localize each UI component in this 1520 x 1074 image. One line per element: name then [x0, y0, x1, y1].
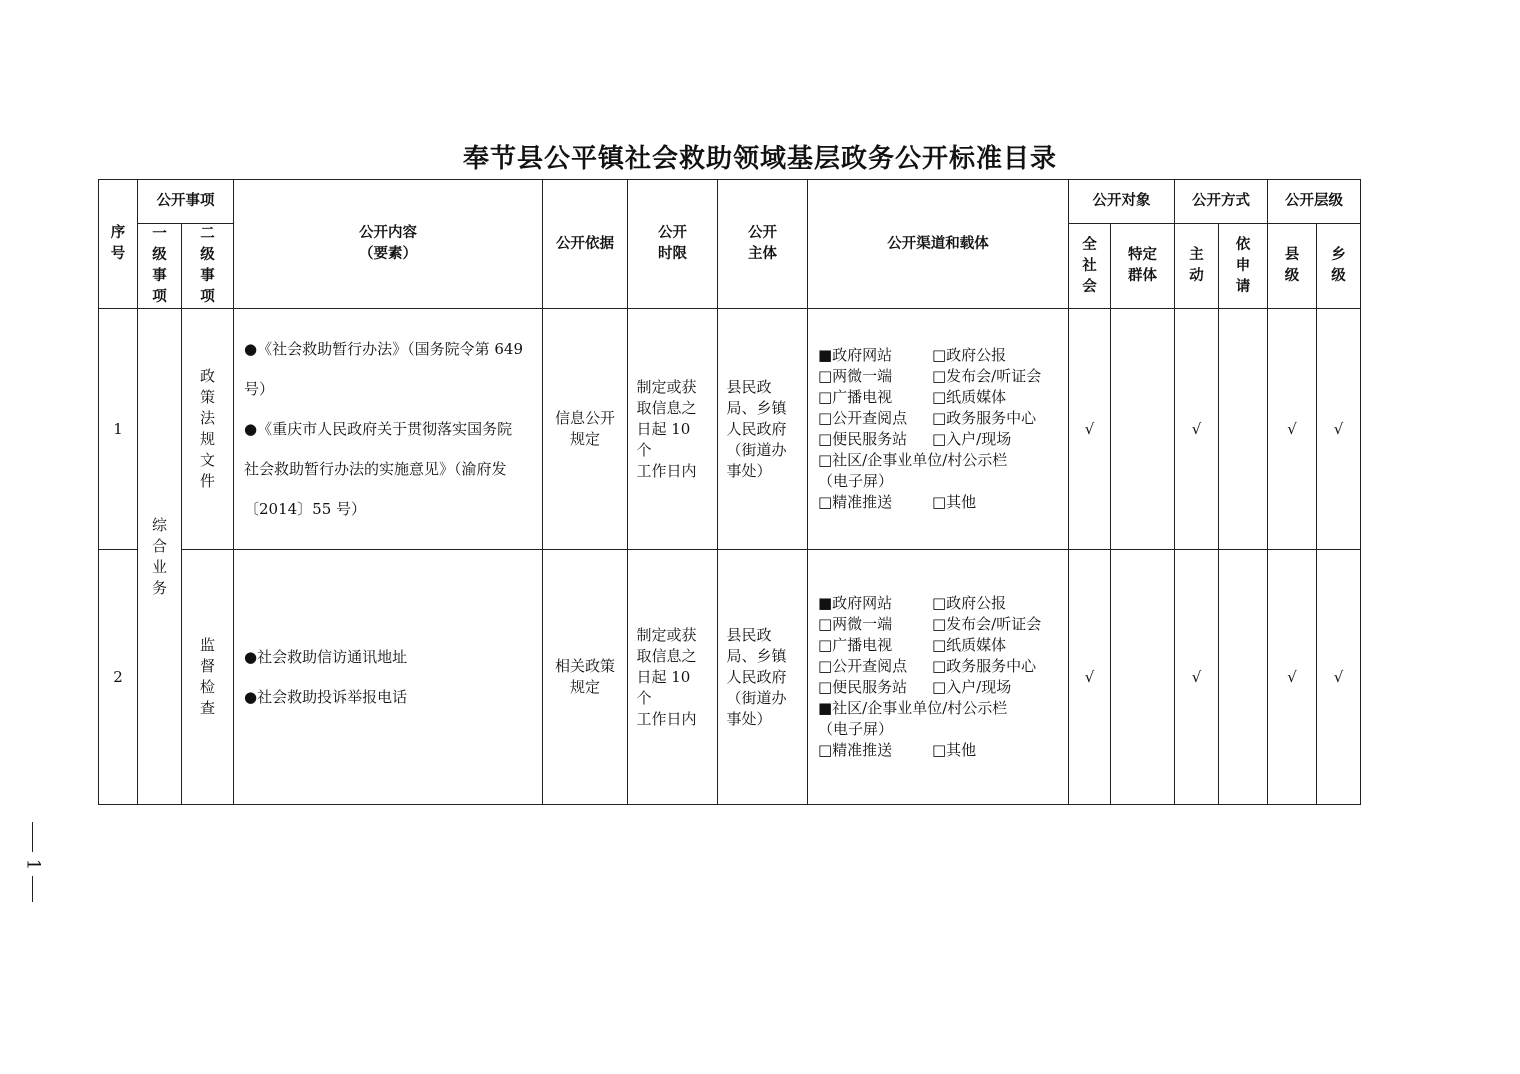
table-row	[99, 309, 1361, 550]
header-level-town: 乡级	[1317, 224, 1361, 309]
check-mode-active: √	[1175, 309, 1219, 550]
channel-option: □纸质媒体	[932, 636, 1007, 654]
channel-option: □公开查阅点	[818, 409, 908, 427]
timelimit-cell: 制定或获 取信息之 日起 10 个 工作日内	[628, 550, 718, 805]
channel-option: □发布会/听证会	[932, 615, 1042, 633]
header-level2: 二级事项	[182, 224, 234, 309]
header-subject: 公开 主体	[718, 180, 808, 309]
channel-note: （电子屏）	[818, 472, 894, 490]
check-target-specific	[1111, 309, 1175, 550]
channel-option: ■政府网站	[818, 594, 893, 612]
check-level-county: √	[1268, 309, 1317, 550]
channel-option: □纸质媒体	[932, 388, 1007, 406]
check-level-county: √	[1268, 550, 1317, 805]
content-cell: ●《社会救助暂行办法》（国务院令第 649 号） ●《重庆市人民政府关于贯彻落实国务院 社会救助暂行办法的实施意见》（渝府发 〔2014〕55 号）	[234, 309, 543, 550]
header-level-group: 公开层级	[1268, 180, 1361, 224]
page-number-dash	[32, 876, 33, 902]
channel-option: □政务服务中心	[932, 657, 1037, 675]
check-level-town: √	[1317, 550, 1361, 805]
header-item-group: 公开事项	[138, 180, 234, 224]
content-cell: ●社会救助信访通讯地址 ●社会救助投诉举报电话	[234, 550, 543, 805]
channel-note: （电子屏）	[818, 720, 894, 738]
header-content: 公开内容 （要素）	[234, 180, 543, 309]
channel-option: ■社区/企事业单位/村公示栏	[818, 699, 1008, 717]
header-target-all: 全社会	[1069, 224, 1111, 309]
channel-option: □其他	[932, 741, 977, 759]
channel-option: □广播电视	[818, 636, 893, 654]
channel-option: □发布会/听证会	[932, 367, 1042, 385]
channel-option: □社区/企事业单位/村公示栏	[818, 451, 1008, 469]
header-timelimit: 公开 时限	[628, 180, 718, 309]
channel-option: □便民服务站	[818, 430, 908, 448]
header-mode-active: 主动	[1175, 224, 1219, 309]
channel-option: □精准推送	[818, 741, 893, 759]
row-seq: 2	[99, 550, 138, 805]
channel-option: □精准推送	[818, 493, 893, 511]
page-number-text: 1	[22, 858, 44, 871]
channel-option: □广播电视	[818, 388, 893, 406]
row-seq: 1	[99, 309, 138, 550]
channel-option: □便民服务站	[818, 678, 908, 696]
header-channels: 公开渠道和载体	[808, 180, 1069, 309]
header-row-1	[99, 180, 1361, 224]
channel-option: □政府公报	[932, 346, 1007, 364]
header-mode-request: 依申请	[1219, 224, 1268, 309]
header-target-specific: 特定 群体	[1111, 224, 1175, 309]
check-target-all: √	[1069, 309, 1111, 550]
channel-option: ■政府网站	[818, 346, 893, 364]
page-title: 奉节县公平镇社会救助领域基层政务公开标准目录	[462, 144, 1057, 174]
header-level-county: 县级	[1268, 224, 1317, 309]
table-row	[99, 550, 1361, 805]
check-mode-active: √	[1175, 550, 1219, 805]
level2-cell: 政策法规文件	[182, 309, 234, 550]
basis-cell: 信息公开 规定	[543, 309, 628, 550]
channel-option: □两微一端	[818, 367, 893, 385]
subject-cell: 县民政 局、乡镇 人民政府 （街道办 事处）	[718, 550, 808, 805]
channels-cell	[808, 309, 1069, 550]
level2-cell: 监督检查	[182, 550, 234, 805]
channel-option: □入户/现场	[932, 430, 1012, 448]
header-target-group: 公开对象	[1069, 180, 1175, 224]
basis-cell: 相关政策 规定	[543, 550, 628, 805]
header-basis: 公开依据	[543, 180, 628, 309]
page-number	[22, 822, 44, 902]
level1-cell: 综合业务	[138, 309, 182, 805]
check-mode-request	[1219, 309, 1268, 550]
channels-cell	[808, 550, 1069, 805]
channel-option: □两微一端	[818, 615, 893, 633]
header-mode-group: 公开方式	[1175, 180, 1268, 224]
channel-option: □政府公报	[932, 594, 1007, 612]
page-number-dash	[32, 822, 33, 852]
catalog-table	[98, 179, 1361, 805]
channel-option: □其他	[932, 493, 977, 511]
check-target-specific	[1111, 550, 1175, 805]
header-seq: 序号	[99, 180, 138, 309]
channel-option: □入户/现场	[932, 678, 1012, 696]
check-mode-request	[1219, 550, 1268, 805]
timelimit-cell: 制定或获 取信息之 日起 10 个 工作日内	[628, 309, 718, 550]
channel-option: □公开查阅点	[818, 657, 908, 675]
channel-option: □政务服务中心	[932, 409, 1037, 427]
subject-cell: 县民政 局、乡镇 人民政府 （街道办 事处）	[718, 309, 808, 550]
check-target-all: √	[1069, 550, 1111, 805]
header-level1: 一级事项	[138, 224, 182, 309]
check-level-town: √	[1317, 309, 1361, 550]
